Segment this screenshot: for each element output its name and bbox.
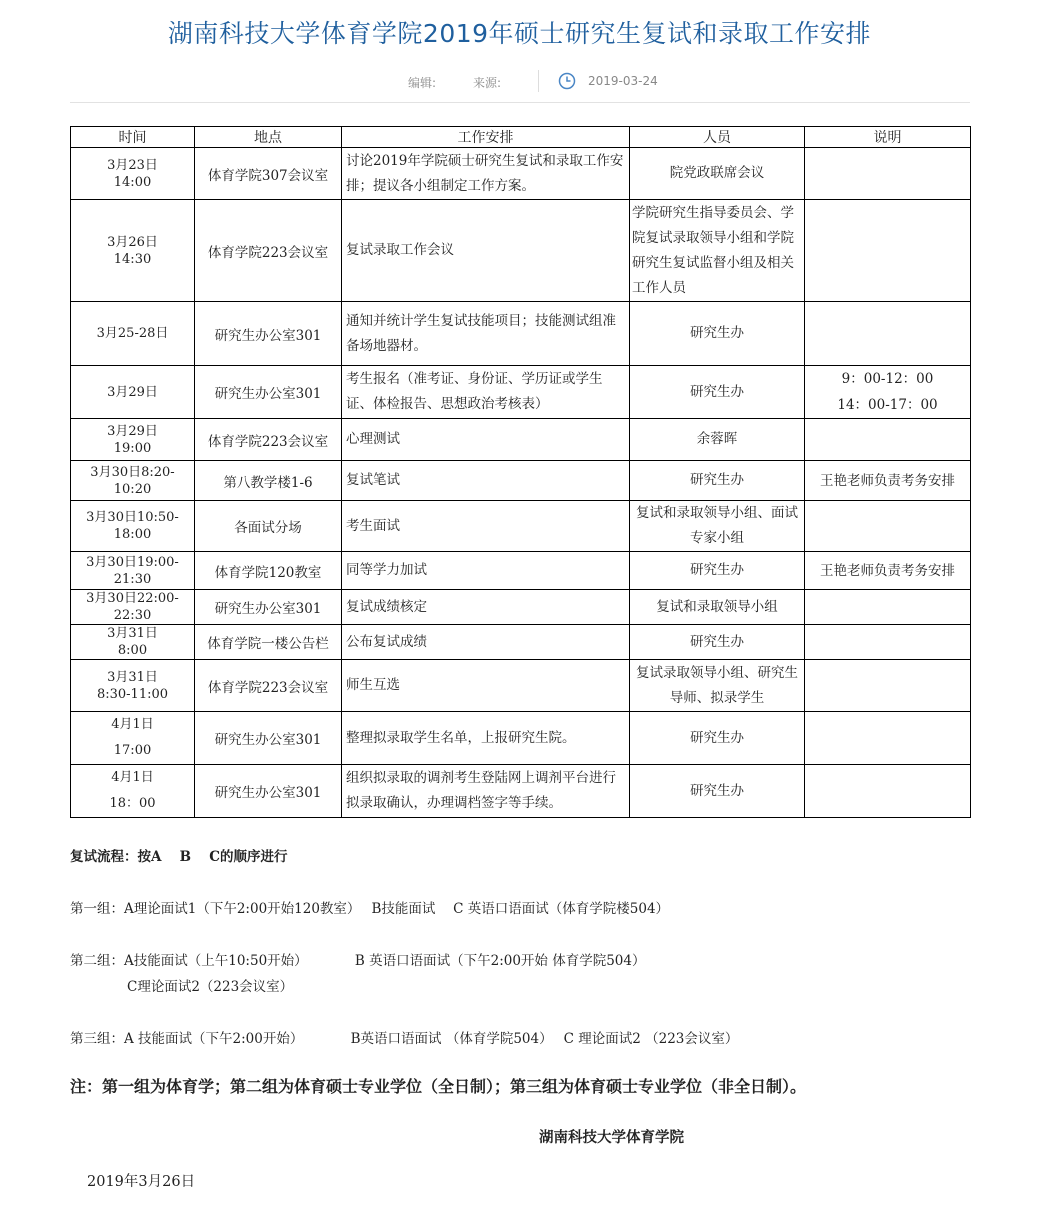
time-cell: 3月29日 19:00 (71, 419, 195, 461)
group-1-text: 第一组：A理论面试1（下午2:00开始120教室） B技能面试 C 英语口语面试（体育学院楼504） (70, 901, 670, 917)
group-2-text-cont: C理论面试2（223会议室） (127, 979, 294, 995)
note-cell: 王艳老师负责考务安排 (805, 552, 971, 590)
task-cell: 同等学力加试 (342, 552, 630, 590)
table-row (71, 461, 971, 501)
staff-cell: 院党政联席会议 (630, 148, 805, 200)
staff-cell: 研究生办 (630, 765, 805, 818)
task-cell: 考生报名（准考证、身份证、学历证或学生证、体检报告、思想政治考核表） (342, 366, 630, 419)
note-cell (805, 590, 971, 625)
task-cell: 整理拟录取学生名单，上报研究生院。 (342, 712, 630, 765)
task-cell: 考生面试 (342, 501, 630, 552)
task-cell: 复试录取工作会议 (342, 200, 630, 302)
staff-cell: 复试录取领导小组、研究生导师、拟录学生 (630, 660, 805, 712)
task-cell: 复试笔试 (342, 461, 630, 501)
page-title: 湖南科技大学体育学院2019年硕士研究生复试和录取工作安排 (167, 19, 872, 48)
table-row (71, 200, 971, 302)
place-cell: 体育学院一楼公告栏 (195, 625, 342, 660)
header-task: 工作安排 (342, 127, 630, 148)
place-cell: 研究生办公室301 (195, 765, 342, 818)
table-row (71, 552, 971, 590)
clock-icon (558, 72, 576, 90)
table-row (71, 625, 971, 660)
place-cell: 第八教学楼1-6 (195, 461, 342, 501)
note-cell: 王艳老师负责考务安排 (805, 461, 971, 501)
place-cell: 体育学院223会议室 (195, 660, 342, 712)
staff-cell: 余蓉晖 (630, 419, 805, 461)
staff-cell: 研究生办 (630, 302, 805, 366)
time-cell: 3月31日 8:00 (71, 625, 195, 660)
staff-cell: 研究生办 (630, 625, 805, 660)
staff-cell: 研究生办 (630, 461, 805, 501)
header-note: 说明 (805, 127, 971, 148)
time-cell: 3月25-28日 (71, 302, 195, 366)
time-cell: 3月26日 14:30 (71, 200, 195, 302)
time-cell: 4月1日 17:00 (71, 712, 195, 765)
task-cell: 复试成绩核定 (342, 590, 630, 625)
editor-label: 编辑: (408, 76, 437, 90)
note-cell: 9：00-12：00 14：00-17：00 (805, 366, 971, 419)
time-cell: 3月30日19:00- 21:30 (71, 552, 195, 590)
note-cell (805, 200, 971, 302)
task-cell: 心理测试 (342, 419, 630, 461)
header-staff: 人员 (630, 127, 805, 148)
table-row (71, 501, 971, 552)
header-time: 时间 (71, 127, 195, 148)
staff-cell: 复试和录取领导小组 (630, 590, 805, 625)
place-cell: 体育学院223会议室 (195, 419, 342, 461)
table-header-row (71, 127, 971, 148)
place-cell: 各面试分场 (195, 501, 342, 552)
signature: 湖南科技大学体育学院 (539, 1129, 684, 1146)
table-row (71, 765, 971, 818)
staff-cell: 学院研究生指导委员会、学院复试录取领导小组和学院研究生复试监督小组及相关工作人员 (630, 200, 805, 302)
group-2-text: 第二组：A技能面试（上午10:50开始） B 英语口语面试（下午2:00开始 体育学院504） (70, 953, 646, 969)
task-cell: 公布复试成绩 (342, 625, 630, 660)
note-cell (805, 148, 971, 200)
time-cell: 3月23日 14:00 (71, 148, 195, 200)
table-row (71, 660, 971, 712)
group-note: 注：第一组为体育学；第二组为体育硕士专业学位（全日制）；第三组为体育硕士专业学位（非全日制）。 (70, 1077, 807, 1096)
time-cell: 4月1日 18：00 (71, 765, 195, 818)
table-row (71, 148, 971, 200)
place-cell: 体育学院223会议室 (195, 200, 342, 302)
header-place: 地点 (195, 127, 342, 148)
task-cell: 通知并统计学生复试技能项目；技能测试组准备场地器材。 (342, 302, 630, 366)
header-divider (70, 102, 970, 103)
task-cell: 师生互选 (342, 660, 630, 712)
note-cell (805, 625, 971, 660)
place-cell: 体育学院307会议室 (195, 148, 342, 200)
place-cell: 研究生办公室301 (195, 366, 342, 419)
time-cell: 3月30日8:20- 10:20 (71, 461, 195, 501)
source-label: 来源: (473, 76, 502, 90)
table-row (71, 366, 971, 419)
schedule-table (70, 126, 971, 818)
group-3-text: 第三组：A 技能面试（下午2:00开始） B英语口语面试 （体育学院504） C 理论面试2 （223会议室） (70, 1031, 739, 1047)
staff-cell: 研究生办 (630, 366, 805, 419)
table-row (71, 302, 971, 366)
flow-heading: 复试流程：按A B C的顺序进行 (70, 849, 288, 865)
task-cell: 讨论2019年学院硕士研究生复试和录取工作安排；提议各小组制定工作方案。 (342, 148, 630, 200)
article-meta (0, 72, 1039, 92)
place-cell: 研究生办公室301 (195, 712, 342, 765)
note-cell (805, 302, 971, 366)
place-cell: 研究生办公室301 (195, 302, 342, 366)
table-row (71, 712, 971, 765)
note-cell (805, 501, 971, 552)
table-row (71, 590, 971, 625)
task-cell: 组织拟录取的调剂考生登陆网上调剂平台进行拟录取确认，办理调档签字等手续。 (342, 765, 630, 818)
staff-cell: 研究生办 (630, 712, 805, 765)
meta-divider (538, 70, 539, 92)
time-cell: 3月29日 (71, 366, 195, 419)
place-cell: 研究生办公室301 (195, 590, 342, 625)
staff-cell: 复试和录取领导小组、面试专家小组 (630, 501, 805, 552)
note-cell (805, 419, 971, 461)
note-cell (805, 712, 971, 765)
place-cell: 体育学院120教室 (195, 552, 342, 590)
time-cell: 3月30日10:50- 18:00 (71, 501, 195, 552)
publish-date: 2019-03-24 (588, 74, 658, 88)
staff-cell: 研究生办 (630, 552, 805, 590)
table-row (71, 419, 971, 461)
time-cell: 3月30日22:00- 22:30 (71, 590, 195, 625)
note-cell (805, 765, 971, 818)
sign-date: 2019年3月26日 (87, 1174, 196, 1190)
note-cell (805, 660, 971, 712)
time-cell: 3月31日 8:30-11:00 (71, 660, 195, 712)
